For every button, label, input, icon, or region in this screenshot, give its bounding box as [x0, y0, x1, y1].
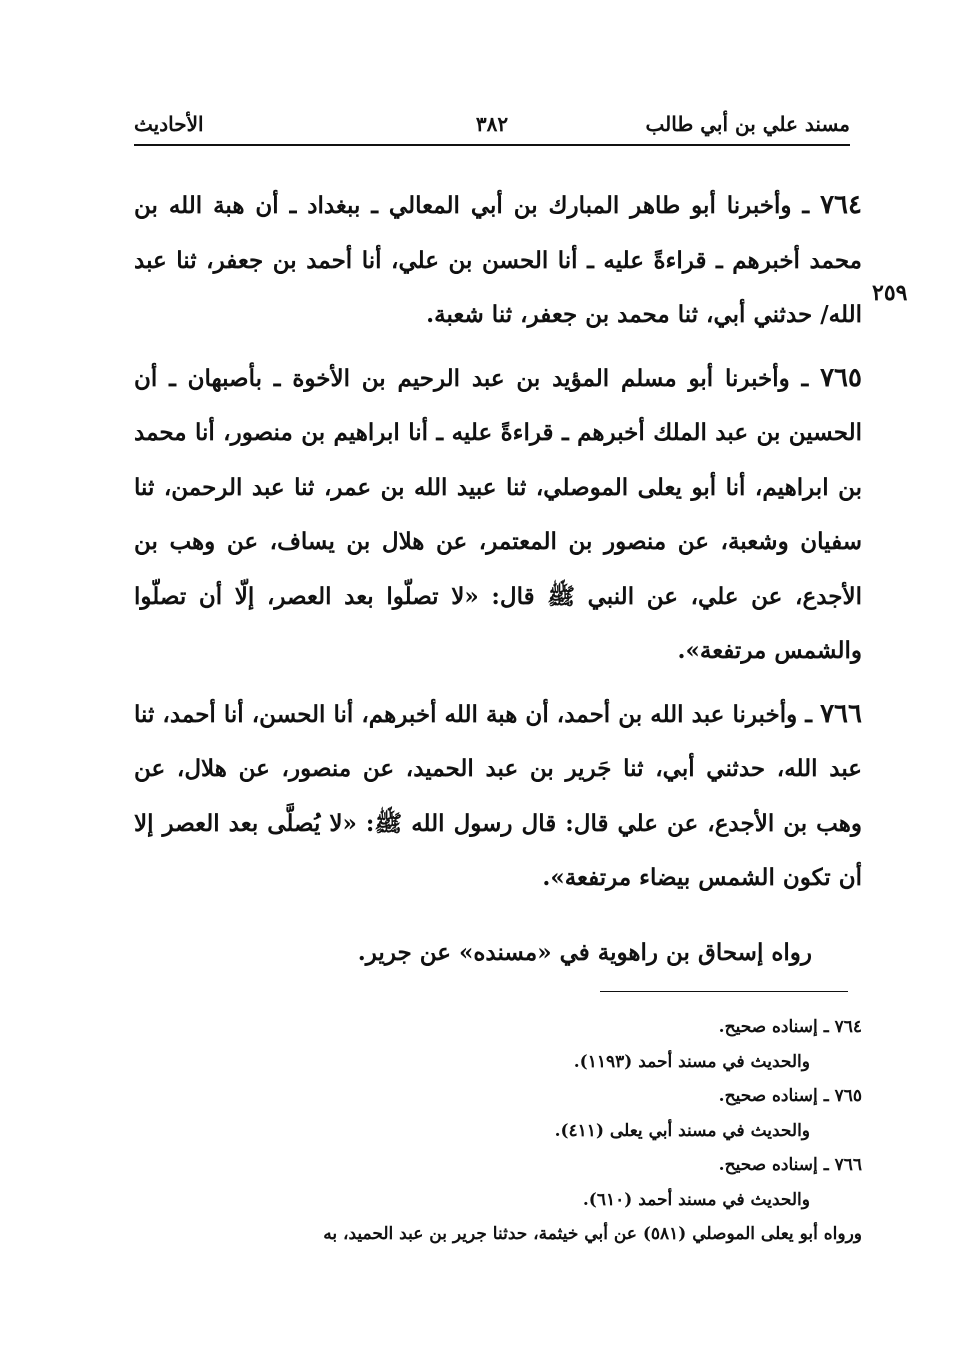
hadith-number: ٧٦٦	[820, 698, 862, 729]
footnotes	[134, 1010, 862, 1252]
hadith-number: ٧٦٤	[820, 190, 862, 220]
footnote-line: والحديث في مسند أحمد (١١٩٣).	[573, 1051, 810, 1072]
page-number: ٣٨٢	[475, 112, 509, 136]
hadith-764	[134, 178, 862, 343]
riwaya-note: رواه إسحاق بن راهوية في «مسنده» عن جرير.	[357, 938, 812, 966]
manuscript-page-marker: ٢٥٩	[872, 280, 908, 306]
footnote-line: ٧٦٦ ـ إسناده صحيح.	[718, 1155, 862, 1175]
page-header	[134, 104, 850, 146]
hadith-766	[134, 687, 862, 906]
footnote-divider	[600, 991, 848, 992]
hadith-text: ـ وأخبرنا عبد الله بن أحمد، أن هبة الله أخبرهم، أنا الحسن، أنا أحمد، ثنا عبد الله، حدثني أبي، ثنا جَرير بن عبد الحميد، عن منصور، عن هلال، عن وهب بن الأجدع، عن علي قال: قال رسول الله ﷺ: «لا يُصلَّى بعد العصر إلا أن تكون الشمس بيضاء مرتفعة».	[134, 700, 862, 891]
footnote-line: والحديث في مسند أبي يعلى (٤١١).	[554, 1120, 810, 1141]
footnote-line: ورواه أبو يعلى الموصلي (٥٨١) عن أبي خيثمة، حدثنا جرير بن عبد الحميد، به	[323, 1224, 862, 1244]
header-book-title: مسند علي بن أبي طالب	[645, 112, 850, 136]
hadith-text: ـ وأخبرنا أبو طاهر المبارك بن أبي المعالي ـ ببغداد ـ أن هبة الله بن محمد أخبرهم ـ قراءةً عليه ـ أنا الحسن بن علي، أنا أحمد بن جعفر، ثنا عبد الله/ حدثني أبي، ثنا محمد بن جعفر، ثنا شعبة.	[134, 192, 863, 328]
hadith-765	[134, 351, 862, 679]
header-section-title: الأحاديث	[134, 112, 204, 136]
footnote-line: ٧٦٤ ـ إسناده صحيح.	[718, 1017, 862, 1037]
footnote-line: ٧٦٥ ـ إسناده صحيح.	[718, 1086, 862, 1106]
main-text	[134, 178, 862, 980]
hadith-number: ٧٦٥	[820, 362, 862, 393]
footnote-line: والحديث في مسند أحمد (٦١٠).	[582, 1189, 810, 1210]
hadith-text: ـ وأخبرنا أبو مسلم المؤيد بن عبد الرحيم بن الأخوة ـ بأصبهان ـ أن الحسين بن عبد الملك أخبرهم ـ قراءةً عليه ـ أنا ابراهيم بن منصور، أنا محمد بن ابراهيم، أنا أبو يعلى الموصلي، ثنا عبيد الله بن عمر، ثنا عبد الرحمن، ثنا سفيان وشعبة، عن منصور بن المعتمر، عن هلال بن يساف، عن وهب بن الأجدع، عن علي، عن النبي ﷺ قال: «لا تصلّوا بعد العصر، إلّا أن تصلّوا والشمس مرتفعة».	[134, 364, 862, 664]
